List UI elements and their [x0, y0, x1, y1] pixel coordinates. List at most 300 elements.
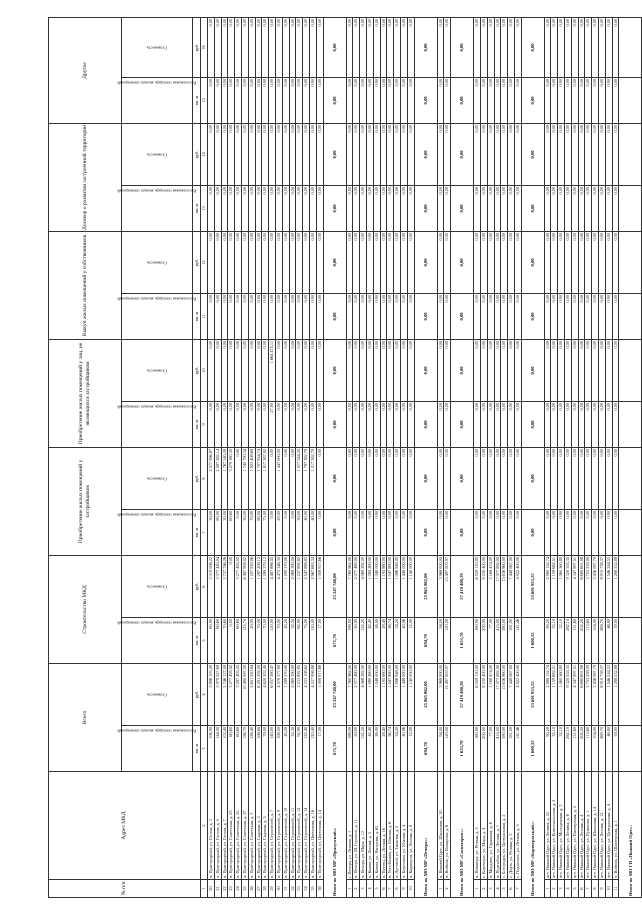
row-value: 0,00: [565, 231, 572, 293]
row-value: 0,00: [578, 339, 585, 401]
section-total-value: 23 247 740,00: [323, 664, 346, 726]
row-address: п. Пригородный, ул. Цветочная, д. 14: [316, 772, 323, 880]
row-value: 9 320 555,35: [565, 555, 572, 617]
section-total-value: 0,00: [521, 401, 544, 447]
row-value: 0,00: [214, 123, 221, 185]
row-number: 22: [221, 880, 228, 898]
row-value: 60,60: [235, 726, 242, 772]
row-value: 0,00: [241, 231, 248, 293]
row-value: 0,00: [444, 509, 451, 555]
section-total-value: [619, 17, 642, 77]
row-value: 0,00: [487, 17, 494, 77]
column-number: 1: [201, 880, 208, 898]
row-value: 0,00: [214, 185, 221, 231]
header-address: Адрес МКД: [49, 772, 201, 880]
row-value: 0,00: [578, 401, 585, 447]
row-value: 0,00: [474, 339, 481, 401]
row-value: 0,00: [303, 231, 310, 293]
row-value: 0,00: [599, 77, 606, 123]
row-value: 0,00: [514, 401, 521, 447]
header-unit-cost: руб.: [193, 231, 201, 293]
row-address: п. Пригородный, ул. Гоголя, д. 3: [208, 772, 215, 880]
row-value: 4 347 997,51: [571, 555, 578, 617]
row-value: 60,60: [235, 618, 242, 664]
row-address: п. Березовка, ул. Южная, д. 4: [400, 772, 407, 880]
row-value: 0,00: [480, 447, 487, 509]
row-value: 269,70: [599, 618, 606, 664]
row-value: 3 277 495,02: [228, 664, 235, 726]
row-value: 40,00: [309, 509, 316, 555]
section-total-value: 0,00: [451, 17, 474, 77]
row-value: 0,00: [316, 231, 323, 293]
row-value: 1 048 000,00: [373, 664, 380, 726]
row-value: 0,00: [578, 17, 585, 77]
header-cost-label: [122, 123, 193, 185]
row-value: 0,00: [262, 185, 269, 231]
row-value: 415,00: [494, 618, 501, 664]
header-unit-area: кв. м: [193, 509, 201, 555]
row-value: 0,00: [474, 401, 481, 447]
row-value: 0,00: [255, 77, 262, 123]
row-value: 0,00: [394, 77, 401, 123]
row-address: с. Подъельск, ул. Лесная, д. 5: [514, 772, 521, 880]
row-value: 0,00: [400, 339, 407, 401]
row-value: 0,00: [241, 339, 248, 401]
row-value: 0,00: [289, 339, 296, 401]
row-value: 0,00: [366, 17, 373, 77]
row-value: 0,00: [316, 509, 323, 555]
row-value: 0,00: [612, 339, 619, 401]
row-value: 0,00: [221, 185, 228, 231]
row-value: 1 546 244,53: [605, 664, 612, 726]
row-value: 0,00: [353, 509, 360, 555]
section-total-value: 0,00: [451, 447, 474, 509]
row-value: 0,00: [262, 231, 269, 293]
row-number: 5: [571, 880, 578, 898]
table-row: [373, 17, 380, 897]
row-value: 0,00: [407, 339, 414, 401]
row-value: 3 277 495,02: [235, 555, 242, 617]
row-value: 2 077 480,00: [353, 664, 360, 726]
row-value: 0,00: [360, 293, 367, 339]
row-value: 0,00: [508, 123, 515, 185]
row-value: 0,00: [309, 123, 316, 185]
row-number: 29: [269, 880, 276, 898]
row-value: 0,00: [208, 339, 215, 401]
header-group-nondeveloper-purchase: Приобретение жилых помещений у лиц, не являющихся застройщиком: [49, 339, 122, 447]
header-cost-label: [122, 447, 193, 509]
table-row: [585, 17, 592, 897]
row-value: 20,00: [248, 618, 255, 664]
section-total-value: 0,00: [414, 77, 437, 123]
section-total-value: 671,70: [323, 618, 346, 664]
row-value: 0,00: [494, 293, 501, 339]
row-value: 3 968 000,00: [437, 664, 444, 726]
table-row: [235, 17, 242, 897]
section-total-value: 0,00: [323, 447, 346, 509]
header-sub-text: Расселяемая площадь жилых помещений: [117, 80, 197, 86]
table-row: [296, 17, 303, 897]
row-value: 0,00: [400, 185, 407, 231]
row-value: 188,00: [346, 618, 353, 664]
row-value: 0,00: [235, 231, 242, 293]
row-value: 0,00: [578, 231, 585, 293]
table-row: [592, 17, 599, 897]
section-total-value: 0,00: [521, 77, 544, 123]
section-total-value: 0,00: [414, 339, 437, 401]
row-number: 1: [346, 880, 353, 898]
row-value: 103,40: [221, 726, 228, 772]
row-value: 1 008 917,66: [316, 555, 323, 617]
row-value: 0,00: [571, 293, 578, 339]
row-value: 380,00: [501, 618, 508, 664]
row-value: 0,00: [407, 401, 414, 447]
row-value: 3 377 445,04: [214, 555, 221, 617]
row-value: 0,00: [228, 293, 235, 339]
row-value: 0,00: [487, 401, 494, 447]
row-value: 7 448 067,00: [508, 664, 515, 726]
row-value: 3 753 259,09: [585, 664, 592, 726]
row-value: 0,00: [565, 123, 572, 185]
row-address: с. Корткерос, ул. Мира, д. 4: [480, 772, 487, 880]
section-total-value: 57 419 400,29: [451, 664, 474, 726]
row-value: 160,90: [474, 726, 481, 772]
row-value: 0,00: [255, 17, 262, 77]
row-value: 0,00: [578, 77, 585, 123]
row-value: 0,00: [571, 231, 578, 293]
row-value: 0,00: [360, 17, 367, 77]
row-value: 0,00: [241, 17, 248, 77]
row-address: с. Додзь, ул. Речная, д. 3: [508, 772, 515, 880]
table-row: [255, 17, 262, 897]
row-address: п. Пригородный, ул. Советская, д. 27: [241, 772, 248, 880]
row-value: 0,00: [346, 77, 353, 123]
row-value: 0,00: [571, 339, 578, 401]
row-value: 0,00: [444, 447, 451, 509]
section-total-value: [619, 509, 642, 555]
row-value: 1 767 340,28: [221, 447, 228, 509]
row-value: 0,00: [282, 231, 289, 293]
table-row: [309, 17, 316, 897]
row-value: 181,00: [508, 618, 515, 664]
row-value: 0,00: [360, 339, 367, 401]
row-value: 0,00: [437, 77, 444, 123]
row-value: 0,00: [474, 293, 481, 339]
row-number: 8: [592, 880, 599, 898]
row-value: 15 497 003,97: [444, 664, 451, 726]
row-address: п. Пригородный, ул. Садовая, д. 3: [255, 772, 262, 880]
row-number: 6: [508, 880, 515, 898]
row-value: 0,00: [373, 401, 380, 447]
table-row: [508, 17, 515, 897]
row-value: 0,00: [444, 339, 451, 401]
row-value: 0,00: [400, 509, 407, 555]
row-address: пгт. Нижний Одес, ул. Ленина, д. 22: [544, 772, 551, 880]
row-address: п. Войвож, ул. Комарова, д. 6: [444, 772, 451, 880]
row-number: 10: [605, 880, 612, 898]
section-total-value: 0,00: [521, 123, 544, 185]
row-value: 3 297 495,02: [235, 664, 242, 726]
row-value: 1 289 379,12: [262, 555, 269, 617]
row-value: 0,00: [437, 17, 444, 77]
section-total-value: 0,00: [323, 401, 346, 447]
header-sub-text: Расселяемая площадь жилых помещений: [117, 404, 197, 410]
row-address: п. Нижний Одес, ул. Школьная, д. 30: [437, 772, 444, 880]
row-value: 0,00: [214, 77, 221, 123]
column-number: 3: [201, 726, 208, 772]
section-total-label: Итого по МО МР «Прилузский»:: [323, 772, 346, 898]
section-total-row: [521, 17, 544, 897]
row-value: 120,00: [444, 618, 451, 664]
row-value: 10 490 097,00: [241, 664, 248, 726]
row-value: 0,00: [551, 185, 558, 231]
row-value: 34,20: [394, 726, 401, 772]
row-value: 0,00: [571, 77, 578, 123]
row-value: 0,00: [571, 401, 578, 447]
row-value: 0,00: [592, 231, 599, 293]
row-value: 0,00: [565, 77, 572, 123]
table-row: [248, 17, 255, 897]
row-value: 0,00: [508, 77, 515, 123]
header-cost-label: [122, 339, 193, 401]
table-row: [282, 17, 289, 897]
row-value: 0,00: [474, 447, 481, 509]
row-value: 0,00: [241, 401, 248, 447]
row-value: 0,00: [585, 231, 592, 293]
row-value: 0,00: [501, 17, 508, 77]
row-address: пгт. Нижний Одес, ул. Молодежная, д. 3: [558, 772, 565, 880]
row-value: 0,00: [494, 185, 501, 231]
header-sub-text: Расселяемая площадь жилых помещений: [117, 512, 197, 518]
row-value: 0,00: [373, 339, 380, 401]
row-value: 0,00: [387, 509, 394, 555]
section-total-value: 25 865 862,00: [414, 555, 437, 617]
row-value: 0,00: [571, 123, 578, 185]
row-value: 0,00: [514, 339, 521, 401]
row-value: 0,00: [514, 123, 521, 185]
row-value: 0,00: [248, 185, 255, 231]
row-value: 0,00: [605, 339, 612, 401]
row-address: п. Пригородный, ул. Строителей, д. 10: [282, 772, 289, 880]
row-value: 4 347 997,51: [571, 664, 578, 726]
row-number: 5: [501, 880, 508, 898]
row-value: 0,00: [558, 185, 565, 231]
row-address: п. Нившера, ул. Речная, д. 5: [474, 772, 481, 880]
row-address: п. Путеец, ул. Лесная, д. 16: [380, 772, 387, 880]
row-value: 0,00: [480, 123, 487, 185]
row-value: 0,00: [380, 293, 387, 339]
row-value: 0,00: [514, 447, 521, 509]
row-value: 0,00: [508, 447, 515, 509]
row-value: 0,00: [444, 123, 451, 185]
row-value: 0,00: [346, 447, 353, 509]
row-value: 0,00: [346, 231, 353, 293]
row-value: 0,00: [380, 401, 387, 447]
row-value: 1 546 244,53: [605, 555, 612, 617]
row-number: 11: [612, 880, 619, 898]
header-unit-cost: руб.: [193, 664, 201, 726]
row-value: 0,00: [494, 77, 501, 123]
section-total-value: 0,00: [414, 17, 437, 77]
row-value: 0,00: [208, 401, 215, 447]
row-value: 104,00: [592, 618, 599, 664]
row-value: 4 333 108,62: [303, 664, 310, 726]
row-value: 70,60: [221, 618, 228, 664]
row-value: 1 745 790,34: [241, 447, 248, 509]
column-number-row: [201, 17, 208, 897]
row-value: 6 487 908,02: [241, 555, 248, 617]
row-address: п. Кожва, ул. Лесная, д. 5: [366, 772, 373, 880]
row-value: 282,10: [565, 618, 572, 664]
column-number: 4: [201, 664, 208, 726]
row-value: 0,00: [316, 77, 323, 123]
row-value: 60,60: [228, 509, 235, 555]
row-value: 0,00: [360, 509, 367, 555]
row-number: 1: [474, 880, 481, 898]
row-address: п. Пригородный, ул. Гоголя, д. 7: [221, 772, 228, 880]
row-value: 0,00: [228, 231, 235, 293]
row-value: 1 288 532,88: [612, 664, 619, 726]
row-address: п. Пригородный, ул. Строителей, д. 11: [289, 772, 296, 880]
row-value: 0,00: [208, 231, 215, 293]
row-value: 1 077 344,20: [296, 447, 303, 509]
row-value: 0,00: [474, 17, 481, 77]
row-value: 0,00: [571, 17, 578, 77]
row-value: 0,00: [214, 17, 221, 77]
row-value: 6 559 130,00: [474, 555, 481, 617]
row-value: 0,00: [571, 509, 578, 555]
row-value: 0,00: [366, 509, 373, 555]
row-value: 0,00: [480, 293, 487, 339]
row-value: 0,00: [248, 77, 255, 123]
row-value: 0,00: [578, 185, 585, 231]
row-value: 0,00: [612, 77, 619, 123]
header-cost-label: [122, 231, 193, 293]
section-total-value: 25 865 862,00: [414, 664, 437, 726]
row-value: 6 057 380,47: [269, 664, 276, 726]
header-unit-cost: руб.: [193, 339, 201, 401]
row-value: 0,00: [275, 339, 282, 401]
row-value: 0,00: [551, 17, 558, 77]
row-value: 1 086 948,00: [394, 664, 401, 726]
section-total-value: 0,00: [451, 77, 474, 123]
section-total-row: [619, 17, 642, 897]
row-value: 0,00: [346, 17, 353, 77]
row-value: 0,00: [437, 401, 444, 447]
row-value: 0,00: [514, 231, 521, 293]
row-value: 0,00: [208, 77, 215, 123]
row-value: 17,00: [316, 726, 323, 772]
row-value: 5 979 327,69: [214, 664, 221, 726]
row-value: 0,00: [565, 447, 572, 509]
section-total-value: 0,00: [521, 231, 544, 293]
row-value: 0,00: [353, 447, 360, 509]
row-value: 1 159 682,51: [551, 555, 558, 617]
row-value: 0,00: [221, 17, 228, 77]
row-value: 0,00: [394, 17, 401, 77]
column-number: 14: [201, 123, 208, 185]
row-value: 0,00: [407, 185, 414, 231]
row-value: 0,00: [394, 401, 401, 447]
row-value: 70,00: [262, 618, 269, 664]
row-address: пгт. Нижний Одес, ул. Пионерская, д. 2: [571, 772, 578, 880]
row-value: 0,00: [551, 231, 558, 293]
row-value: 0,00: [387, 339, 394, 401]
row-number: 34: [303, 880, 310, 898]
row-value: 3 968 000,00: [437, 555, 444, 617]
row-value: 0,00: [605, 185, 612, 231]
row-value: 0,00: [387, 447, 394, 509]
row-value: 1 448 000,00: [400, 664, 407, 726]
section-total-value: 694,70: [414, 618, 437, 664]
table-row: [380, 17, 387, 897]
row-value: 0,00: [514, 509, 521, 555]
row-value: 126,40: [248, 726, 255, 772]
section-total-value: [619, 77, 642, 123]
row-value: 0,00: [275, 231, 282, 293]
row-value: 0,00: [578, 293, 585, 339]
row-value: 12,00: [407, 726, 414, 772]
row-value: 0,00: [437, 185, 444, 231]
row-value: 0,00: [487, 447, 494, 509]
row-value: 1 140 000,00: [407, 555, 414, 617]
row-value: 0,00: [269, 77, 276, 123]
row-value: 2 967 683,34: [309, 555, 316, 617]
row-value: 0,00: [221, 339, 228, 401]
row-value: 0,00: [444, 401, 451, 447]
row-value: 60,60: [214, 618, 221, 664]
row-value: 0,00: [394, 293, 401, 339]
row-value: 0,00: [289, 231, 296, 293]
row-address: п. Подтыбок, ул. Лесная, д. 1: [494, 772, 501, 880]
row-value: 40,00: [303, 509, 310, 555]
row-value: 0,00: [400, 123, 407, 185]
column-number: 7: [201, 509, 208, 555]
row-value: 0,00: [558, 293, 565, 339]
row-value: 0,00: [380, 17, 387, 77]
table-row: [571, 17, 578, 897]
row-address: г. Печора, ул. Ленина, д. 1: [346, 772, 353, 880]
row-value: 0,00: [558, 509, 565, 555]
row-value: 2 597 382,14: [214, 447, 221, 509]
row-value: 0,00: [394, 339, 401, 401]
row-value: 0,00: [366, 123, 373, 185]
section-total-value: 1 600,32: [521, 726, 544, 772]
header-unit-cost: руб.: [193, 447, 201, 509]
table-row: [544, 17, 551, 897]
section-total-value: 23 247 740,00: [323, 555, 346, 617]
section-total-value: 0,00: [323, 77, 346, 123]
row-value: 0,00: [275, 293, 282, 339]
row-value: 106,60: [255, 726, 262, 772]
section-total-value: 53 601 953,55: [521, 664, 544, 726]
section-total-label: Итого по МО МР «Сосногорск»:: [451, 772, 474, 898]
column-number: 5: [201, 618, 208, 664]
row-value: 8 910 738,37: [599, 664, 606, 726]
row-value: 8 230 400,00: [480, 555, 487, 617]
row-value: 0,00: [289, 17, 296, 77]
row-value: 0,00: [551, 339, 558, 401]
row-number: 35: [309, 880, 316, 898]
row-address: п. Пригородный, ул. Садовая, д. 5: [262, 772, 269, 880]
row-value: 0,00: [501, 293, 508, 339]
row-value: 0,00: [208, 123, 215, 185]
row-value: 0,00: [407, 231, 414, 293]
row-value: 3 168 474,00: [487, 664, 494, 726]
row-value: 380,00: [501, 726, 508, 772]
row-value: 0,00: [599, 447, 606, 509]
row-value: 0,00: [228, 618, 235, 664]
